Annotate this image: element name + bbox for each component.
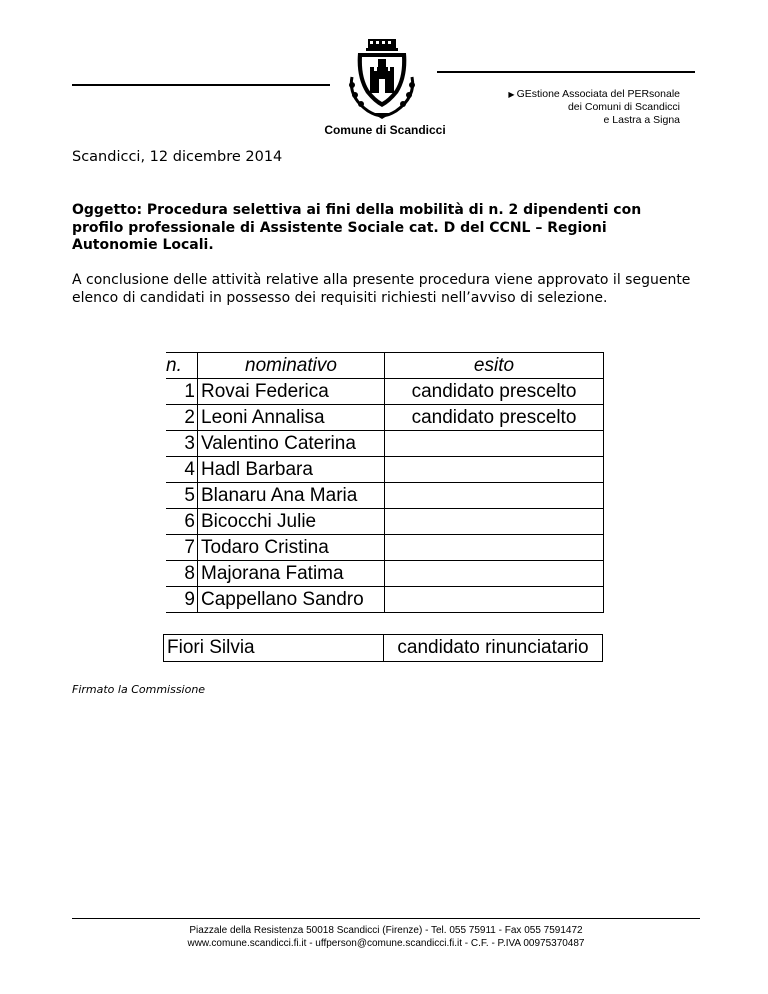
row-nominativo: Blanaru Ana Maria <box>198 483 385 509</box>
header-nominativo: nominativo <box>198 353 385 379</box>
row-number: 6 <box>166 509 198 535</box>
gesper-line-1: GEstione Associata del PERsonale <box>516 88 680 100</box>
header-esito: esito <box>385 353 604 379</box>
table-row <box>164 635 603 662</box>
document-subject: Oggetto: Procedura selettiva ai fini della mobilità di n. 2 dipendenti con profilo professionale di Assistente Sociale cat. D del CCNL – Regioni Autonomie Locali. <box>72 202 642 253</box>
table-row <box>166 561 604 587</box>
table-row <box>166 509 604 535</box>
withdrawn-candidate-table <box>163 634 603 662</box>
row-number: 9 <box>166 587 198 613</box>
row-nominativo: Majorana Fatima <box>198 561 385 587</box>
gesper-line-2: dei Comuni di Scandicci <box>567 101 680 113</box>
table-row <box>166 587 604 613</box>
gesper-line-3: e Lastra a Signa <box>603 114 680 126</box>
row-nominativo: Bicocchi Julie <box>198 509 385 535</box>
row-number: 2 <box>166 405 198 431</box>
row-nominativo: Todaro Cristina <box>198 535 385 561</box>
footer-contacts: www.comune.scandicci.fi.it - uffperson@comune.scandicci.fi.it - C.F. - P.IVA 00975370487 <box>187 938 585 949</box>
row-nominativo: Valentino Caterina <box>198 431 385 457</box>
footer-address: Piazzale della Resistenza 50018 Scandicci (Firenze) - Tel. 055 75911 - Fax 055 7591472 <box>189 925 583 936</box>
row-nominativo: Rovai Federica <box>198 379 385 405</box>
table-row <box>166 457 604 483</box>
document-date: Scandicci, 12 dicembre 2014 <box>72 149 283 165</box>
row-number: 3 <box>166 431 198 457</box>
table-row <box>166 535 604 561</box>
row-number: 7 <box>166 535 198 561</box>
withdrawn-nominativo: Fiori Silvia <box>164 635 384 662</box>
candidates-table <box>166 352 604 613</box>
row-nominativo: Leoni Annalisa <box>198 405 385 431</box>
header-rule-left <box>72 84 330 86</box>
table-header-row <box>166 353 604 379</box>
comune-name: Comune di Scandicci <box>324 123 446 137</box>
row-number: 5 <box>166 483 198 509</box>
document-intro: A conclusione delle attività relative alla presente procedura viene approvato il seguente elenco di candidati in possesso dei requisiti richiesti nell’avviso di selezione. <box>72 272 691 306</box>
row-number: 8 <box>166 561 198 587</box>
row-esito <box>385 483 604 509</box>
row-number: 1 <box>166 379 198 405</box>
header-rule-right <box>437 71 695 73</box>
footer-rule <box>72 918 700 919</box>
row-esito <box>385 587 604 613</box>
triangle-right-icon: ▶ <box>508 90 515 99</box>
signature-line: Firmato la Commissione <box>72 683 206 696</box>
footer <box>72 924 700 950</box>
row-nominativo: Hadl Barbara <box>198 457 385 483</box>
row-esito <box>385 457 604 483</box>
comune-crest-logo <box>328 37 436 121</box>
table-row <box>166 431 604 457</box>
row-number: 4 <box>166 457 198 483</box>
row-nominativo: Cappellano Sandro <box>198 587 385 613</box>
table-row <box>166 483 604 509</box>
withdrawn-esito: candidato rinunciatario <box>384 635 603 662</box>
row-esito <box>385 431 604 457</box>
row-esito <box>385 535 604 561</box>
row-esito <box>385 509 604 535</box>
row-esito <box>385 561 604 587</box>
gesper-block <box>508 88 680 127</box>
row-esito: candidato prescelto <box>385 379 604 405</box>
table-row <box>166 405 604 431</box>
header-n: n. <box>166 353 198 379</box>
table-row <box>166 379 604 405</box>
row-esito: candidato prescelto <box>385 405 604 431</box>
